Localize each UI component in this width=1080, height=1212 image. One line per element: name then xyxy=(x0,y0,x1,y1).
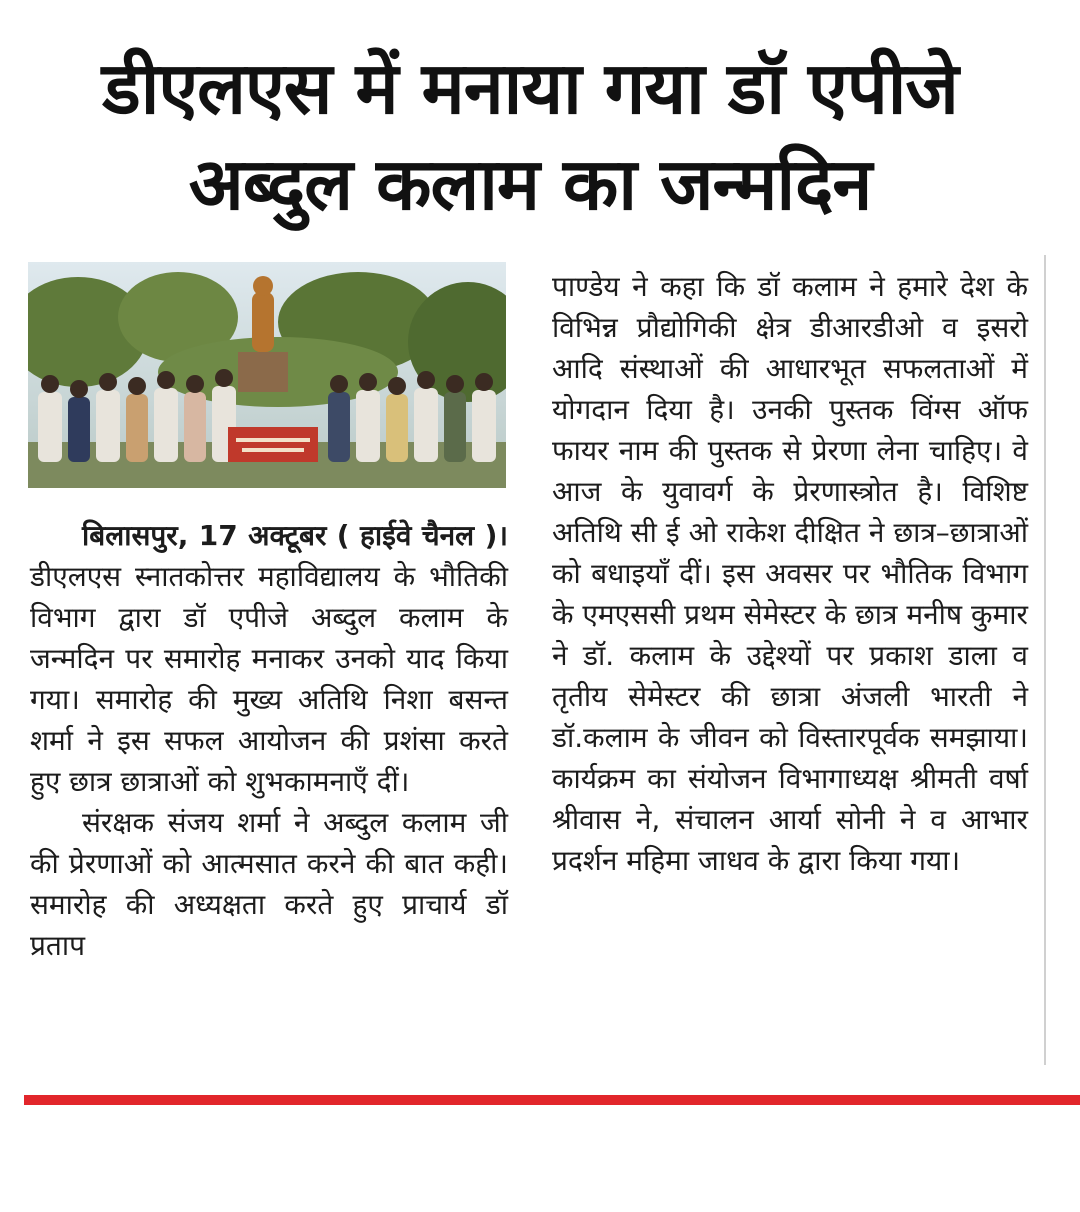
article-column-left xyxy=(30,515,508,966)
column-divider xyxy=(1044,255,1046,1065)
dateline: बिलासपुर, 17 अक्टूबर ( हाईवे चैनल )। xyxy=(82,519,508,552)
article-paragraph xyxy=(30,515,508,802)
event-banner xyxy=(228,427,318,462)
news-photo xyxy=(28,262,506,488)
headline: डीएलएस में मनाया गया डॉ एपीजे अब्दुल कलाम का जन्मदिन xyxy=(102,46,958,226)
adjacent-column-cutoff xyxy=(1060,60,1080,1090)
article-paragraph: पाण्डेय ने कहा कि डॉ कलाम ने हमारे देश के विभिन्न प्रौद्योगिकी क्षेत्र डीआरडीओ व इसरो आदि संस्थाओं की आधारभूत सफलताओं में योगदान दिया है। उनकी पुस्तक विंग्स ऑफ फायर नाम की पुस्तक से प्रेरणा लेना चाहिए। वे आज के युवावर्ग के प्रेरणास्त्रोत है। विशिष्ट अतिथि सी ई ओ राकेश दीक्षित ने छात्र–छात्राओं को बधाइयाँ दीं। इस अवसर पर भौतिक विभाग के एमएससी प्रथम सेमेस्टर के छात्र मनीष कुमार ने डॉ. कलाम के उद्देश्यों पर प्रकाश डाला व तृतीय सेमेस्टर की छात्रा अंजली भारती ने डॉ.कलाम के जीवन को विस्तारपूर्वक समझाया। कार्यक्रम का संयोजन विभागाध्यक्ष श्रीमती वर्षा श्रीवास ने, संचालन आर्या सोनी ने व आभार प्रदर्शन महिमा जाधव के द्वारा किया गया। xyxy=(552,270,1028,877)
photo-illustration xyxy=(28,262,506,488)
red-divider-rule xyxy=(24,1095,1080,1105)
article-column-middle xyxy=(552,266,1028,881)
article-paragraph: संरक्षक संजय शर्मा ने अब्दुल कलाम जी की प्रेरणाओं को आत्मसात करने की बात कही।समारोह की अध्यक्षता करते हुए प्राचार्य डॉ प्रताप xyxy=(30,806,508,962)
article-text: डीएलएस स्नातकोत्तर महाविद्यालय के भौतिकी विभाग द्वारा डॉ एपीजे अब्दुल कलाम के जन्मदिन पर समारोह मनाकर उनको याद किया गया। समारोह की मुख्य अतिथि निशा बसन्त शर्मा ने इस सफल आयोजन की प्रशंसा करते हुए छात्र छात्राओं को शुभकामनाएँ दीं। xyxy=(30,560,508,798)
